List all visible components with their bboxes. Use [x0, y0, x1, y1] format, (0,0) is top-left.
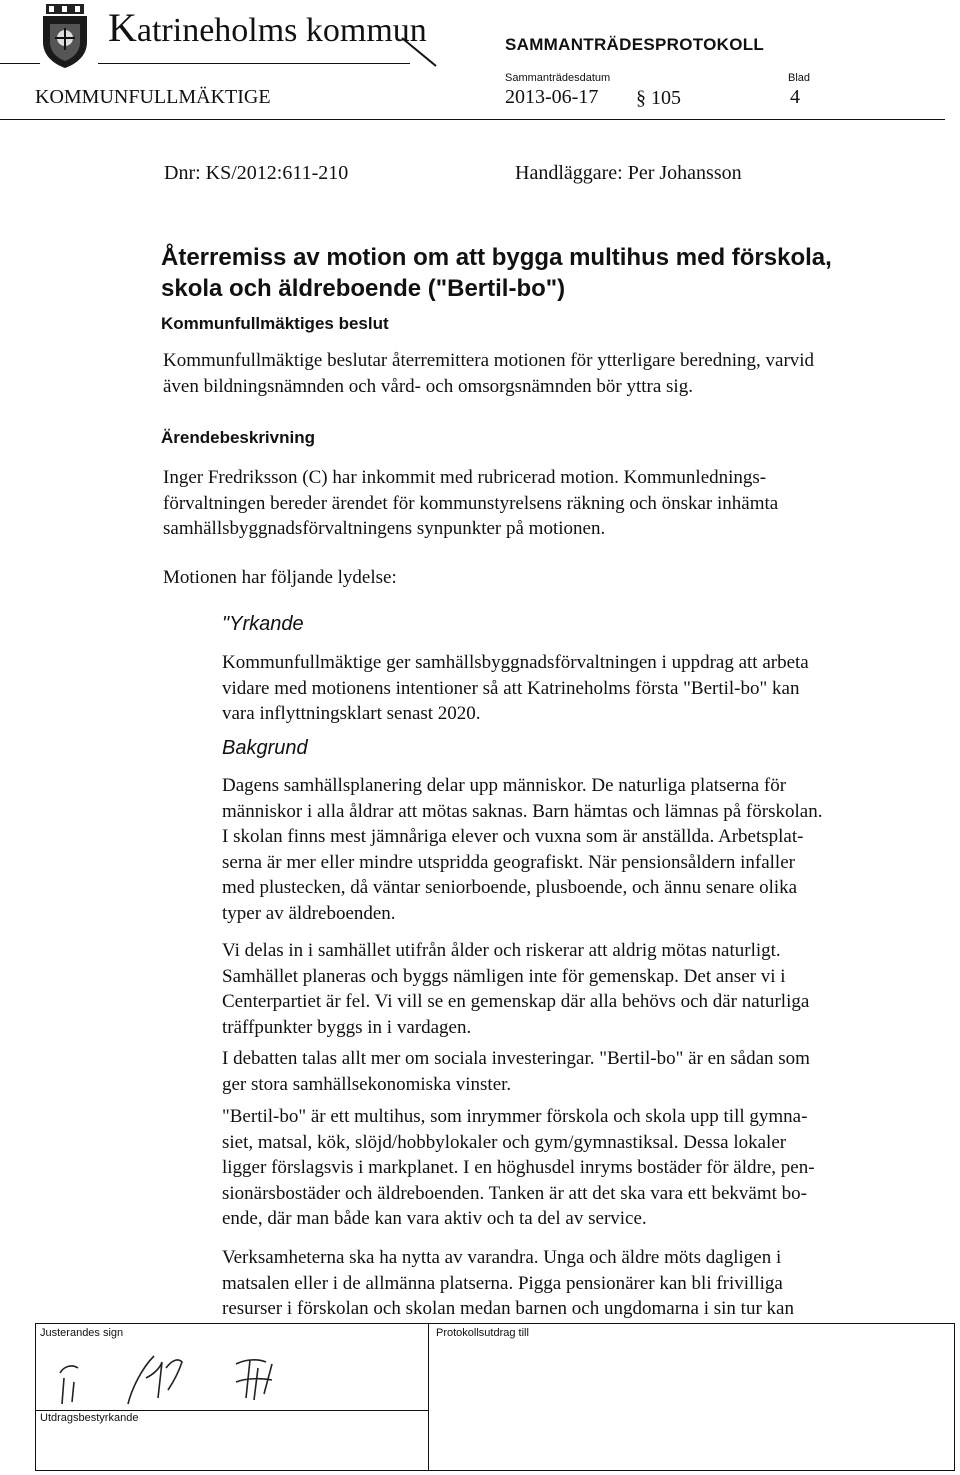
- text-line: sionärsbostäder och äldreboenden. Tanken är att det ska vara ett bekvämt bo-: [222, 1182, 807, 1204]
- text-line: typer av äldreboenden.: [222, 902, 396, 924]
- text-line: Kommunfullmäktige ger samhällsbyggnadsförvaltningen i uppdrag att arbeta: [222, 652, 809, 673]
- background-paragraph-1: [222, 773, 932, 926]
- page-title: Återremiss av motion om att bygga multihus med förskola, skola och äldreboende ("Bertil-bo"): [161, 244, 832, 302]
- text-line: I skolan finns mest jämnåriga elever och vuxna som är anställda. Arbetsplat-: [222, 826, 804, 847]
- text-line: ligger förslagsvis i markplanet. I en höghusdel inryms bostäder för äldre, pen-: [222, 1157, 815, 1178]
- background-heading: Bakgrund: [222, 737, 308, 759]
- case-officer: Handläggare: Per Johansson: [515, 162, 742, 184]
- meeting-date: 2013-06-17: [505, 86, 599, 108]
- text-line: vidare med motionens intentioner så att Katrineholms första "Bertil-bo" kan: [222, 677, 800, 699]
- text-line: "Bertil-bo" är ett multihus, som inrymmer förskola och skola upp till gymna-: [222, 1106, 808, 1127]
- extract-certification-label: Utdragsbestyrkande: [40, 1412, 139, 1424]
- text-line: Dagens samhällsplanering delar upp människor. De naturliga platserna för: [222, 775, 787, 796]
- text-line: Kommunfullmäktige beslutar återremittera motionen för ytterligare beredning, varvid: [163, 350, 815, 371]
- text-line: även bildningsnämnden och vård- och omsorgsnämnden bör yttra sig.: [163, 375, 693, 397]
- text-line: Inger Fredriksson (C) har inkommit med rubricerad motion. Kommunlednings-: [163, 467, 767, 488]
- background-paragraph-3: [222, 1046, 932, 1097]
- case-description-heading: Ärendebeskrivning: [161, 428, 315, 447]
- document-type: SAMMANTRÄDESPROTOKOLL: [505, 35, 765, 54]
- text-line: med plustecken, då väntar seniorboende, plusboende, och ännu senare olika: [222, 877, 798, 898]
- text-line: förvaltningen bereder ärendet för kommunstyrelsens räkning och önskar inhämta: [163, 492, 779, 514]
- handwritten-signatures: [50, 1338, 340, 1408]
- text-line: serna är mer eller mindre utspridda geografiskt. När pensionsåldern infaller: [222, 851, 795, 873]
- signature-box-midline: [35, 1410, 429, 1411]
- coat-of-arms-icon: [40, 4, 90, 70]
- text-line: Verksamheterna ska ha nytta av varandra. Unga och äldre möts dagligen i: [222, 1247, 782, 1268]
- diary-number: Dnr: KS/2012:611-210: [164, 162, 349, 184]
- header-divider: [0, 119, 945, 120]
- text-line: ger stora samhällsekonomiska vinster.: [222, 1073, 512, 1095]
- text-line: träffpunkter byggs in i vardagen.: [222, 1016, 472, 1038]
- header-rule-short: [98, 63, 410, 64]
- case-description-text: [163, 465, 903, 542]
- date-label: Sammanträdesdatum: [505, 72, 611, 84]
- text-line: I debatten talas allt mer om sociala investeringar. "Bertil-bo" är en sådan som: [222, 1048, 810, 1069]
- claim-heading: "Yrkande: [222, 613, 304, 635]
- text-line: matsalen eller i de allmänna platserna. Pigga pensionärer kan bli frivilliga: [222, 1272, 783, 1294]
- background-paragraph-4: [222, 1104, 932, 1232]
- text-line: ende, där man både kan vara aktiv och ta del av service.: [222, 1208, 647, 1229]
- claim-text: [222, 650, 922, 727]
- text-line: Centerpartiet är fel. Vi vill se en gemenskap där alla behövs och där naturliga: [222, 991, 810, 1012]
- page-number: 4: [790, 86, 800, 108]
- board-name: KOMMUNFULLMÄKTIGE: [35, 86, 271, 108]
- text-line: Vi delas in i samhället utifrån ålder och riskerar att aldrig mötas naturligt.: [222, 940, 781, 961]
- page-label: Blad: [788, 72, 811, 84]
- background-paragraph-2: [222, 938, 932, 1040]
- motion-intro: Motionen har följande lydelse:: [163, 567, 397, 588]
- text-line: vara inflyttningsklart senast 2020.: [222, 703, 481, 724]
- text-line: samhällsbyggnadsförvaltningens synpunkter på motionen.: [163, 518, 606, 539]
- signatures-label: Justerandes sign: [40, 1327, 124, 1339]
- header-rule-left: [0, 63, 40, 64]
- text-line: siet, matsal, kök, slöjd/hobbylokaler och gym/gymnastiksal. Dessa lokaler: [222, 1131, 787, 1153]
- org-name: Katrineholms kommun: [108, 5, 427, 50]
- signature-box-divider: [428, 1323, 429, 1471]
- decorative-slash: [398, 32, 442, 72]
- background-paragraph-5: [222, 1245, 932, 1322]
- text-line: Samhället planeras och byggs nämligen inte för gemenskap. Det anser vi i: [222, 965, 786, 987]
- text-line: människor i alla åldrar att mötas saknas. Barn hämtas och lämnas på förskolan.: [222, 800, 823, 822]
- protocol-extract-to-label: Protokollsutdrag till: [436, 1327, 529, 1339]
- text-line: resurser i förskolan och skolan medan barnen och ungdomarna i sin tur kan: [222, 1298, 794, 1319]
- paragraph-number: § 105: [636, 87, 681, 109]
- decision-heading: Kommunfullmäktiges beslut: [161, 314, 389, 333]
- decision-text: [163, 348, 903, 399]
